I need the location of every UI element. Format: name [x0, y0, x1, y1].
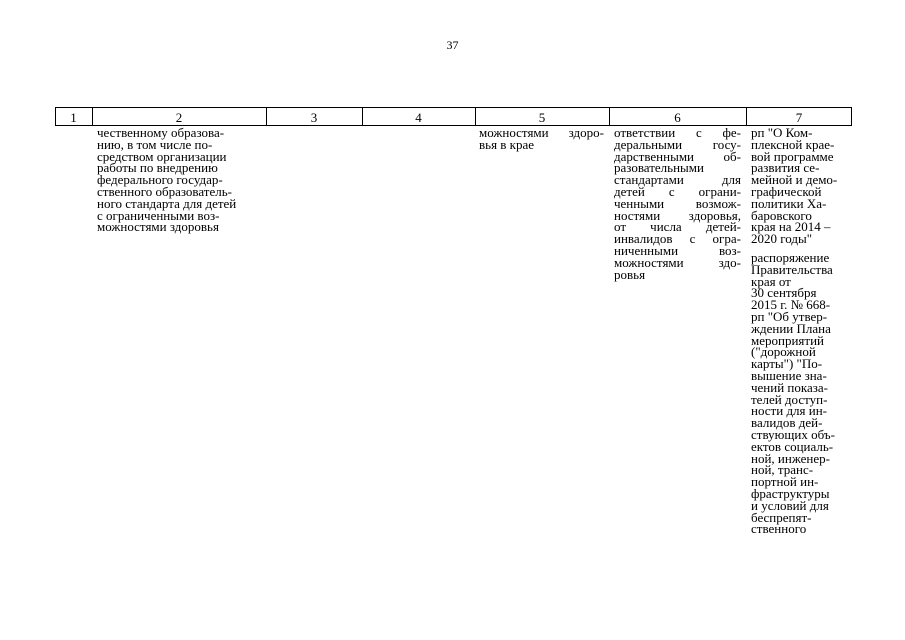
header-col-5: 5: [475, 107, 609, 126]
text-line: ного стандарта для детей: [97, 195, 237, 211]
header-divider: [92, 107, 93, 126]
text-line: валидов дей-: [751, 415, 823, 431]
text-line: ной, инженер-: [751, 450, 830, 466]
text-line: разовательными: [614, 160, 704, 176]
text-line: развития се-: [751, 160, 820, 176]
text-line: портной ин-: [751, 474, 819, 490]
text-line: детей с ограни-: [614, 183, 741, 199]
text-line: Правительства: [751, 261, 833, 277]
text-line: фраструктуры: [751, 485, 830, 501]
page-number: 37: [446, 38, 459, 52]
text-line: чений показа-: [751, 379, 829, 395]
text-line: ностями здоровья,: [614, 207, 741, 223]
text-line: 2020 годы": [751, 231, 813, 247]
text-line: мейной и демо-: [751, 172, 838, 188]
text-line: ниченными воз-: [614, 242, 741, 258]
text-line: ствующих объ-: [751, 426, 835, 442]
text-line: политики Ха-: [751, 195, 827, 211]
text-line: распоряжение: [751, 249, 830, 265]
header-divider: [609, 107, 610, 126]
text-line: инвалидов с огра-: [614, 231, 741, 247]
text-line: ждении Плана: [751, 320, 831, 336]
text-line: края от: [751, 273, 791, 289]
text-line: можностями здо-: [614, 254, 741, 270]
header-divider: [746, 107, 747, 126]
text-line: и условий для: [751, 497, 829, 513]
header-col-7: 7: [746, 107, 852, 126]
text-line: вышение зна-: [751, 367, 827, 383]
cell-col-7: [751, 127, 851, 535]
cell-col-6: [614, 127, 741, 280]
header-divider: [266, 107, 267, 126]
text-line: ной, транс-: [751, 462, 814, 478]
header-col-4: 4: [362, 107, 475, 126]
text-line: можностями здоро-: [479, 125, 604, 140]
text-line: ответствии с фе-: [614, 125, 741, 140]
text-line: рп "О Ком-: [751, 125, 813, 140]
text-line: телей доступ-: [751, 391, 828, 407]
text-line: плексной крае-: [751, 136, 835, 152]
text-line: ровья: [614, 266, 646, 282]
text-line: федерального государ-: [97, 172, 223, 188]
cell-col-5: [479, 127, 604, 151]
text-line: дарственными об-: [614, 148, 741, 164]
header-col-1: 1: [55, 107, 92, 126]
text-line: 30 сентября: [751, 285, 817, 301]
header-col-6: 6: [609, 107, 746, 126]
text-line: ектов социаль-: [751, 438, 834, 454]
text-line: стандартами для: [614, 172, 741, 188]
text-line: баровского: [751, 207, 812, 223]
text-line: 2015 г. № 668-: [751, 297, 831, 313]
text-line: можностями здоровья: [97, 219, 219, 235]
header-divider: [362, 107, 363, 126]
text-line: графической: [751, 183, 822, 199]
text-line: работы по внедрению: [97, 160, 218, 176]
text-line: нию, в том числе по-: [97, 136, 213, 152]
header-divider: [55, 107, 56, 126]
text-line: края на 2014 –: [751, 219, 831, 235]
header-divider: [851, 107, 852, 126]
text-line: средством организации: [97, 148, 227, 164]
text-line: вой программе: [751, 148, 834, 164]
text-line: ственного образователь-: [97, 183, 232, 199]
text-line: ственного: [751, 521, 807, 537]
header-col-2: 2: [92, 107, 266, 126]
text-line: мероприятий: [751, 332, 824, 348]
text-line: от числа детей-: [614, 219, 741, 235]
text-line: деральными госу-: [614, 136, 741, 152]
text-line: вья в крае: [479, 136, 535, 152]
text-line: карты") "По-: [751, 356, 823, 372]
text-line: ченными возмож-: [614, 195, 741, 211]
text-line: рп "Об утвер-: [751, 308, 828, 324]
header-divider: [475, 107, 476, 126]
header-col-3: 3: [266, 107, 362, 126]
text-line: ("дорожной: [751, 344, 816, 360]
text-line: чественному образова-: [97, 125, 225, 140]
text-line: беспрепят-: [751, 509, 812, 525]
cell-col-2: [97, 127, 263, 233]
text-line: ности для ин-: [751, 403, 828, 419]
text-line: с ограниченными воз-: [97, 207, 220, 223]
